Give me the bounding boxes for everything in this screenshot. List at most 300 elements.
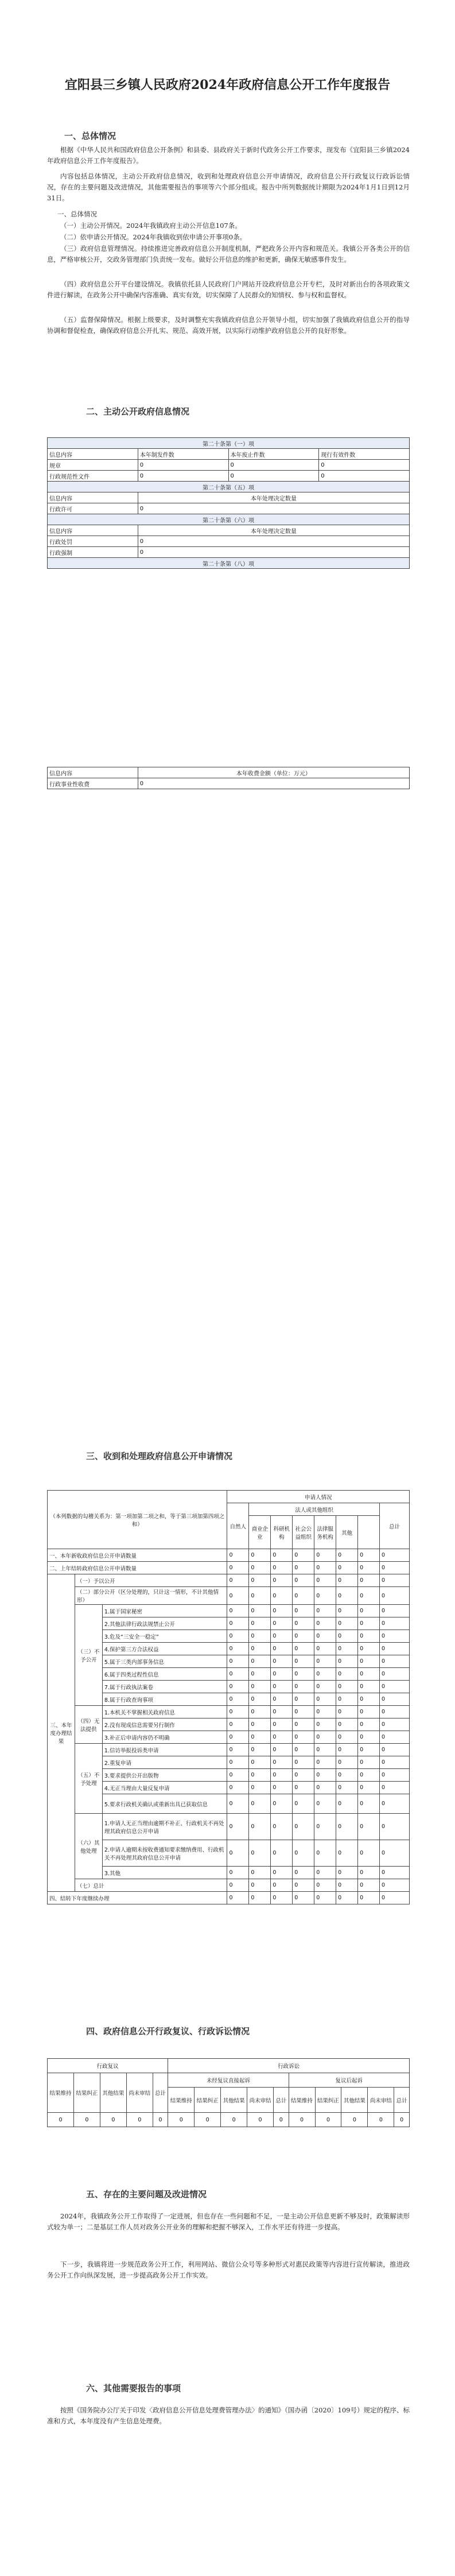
table-cell: 0 [271, 1574, 293, 1587]
table-cell: 0 [227, 1814, 249, 1840]
table-cell: 0 [293, 1879, 314, 1892]
table-cell: 0 [314, 1630, 336, 1643]
row-label: 5.要求行政机关确认或重新出具已获取信息 [102, 1794, 227, 1814]
table-cell: 0 [380, 1681, 410, 1693]
table-cell: 0 [100, 2113, 126, 2127]
table-cell: 0 [227, 1879, 249, 1892]
table-cell: 0 [336, 1879, 358, 1892]
table-header: 信息内容 [48, 767, 138, 778]
table-cell: 0 [368, 2113, 394, 2127]
table-cell: 0 [336, 1731, 358, 1744]
section-1-paragraph-2: 内容包括总体情况，主动公开政府信息情况，收到和处理政府信息公开申请情况，政府信息公开行政复议行政诉讼情况，存在的主要问题及改进情况，其他需要报告的事项等六个部分组成。报告中所列数据统计期限为2024年1月1日到12月31日。 [47, 172, 410, 202]
row-label: 7.属于行政执法案卷 [102, 1681, 227, 1693]
table-cell: 0 [358, 1681, 380, 1693]
table-cell: 0 [336, 1605, 358, 1617]
table-row [48, 1814, 410, 1840]
table-header: 本年收费金额（单位：万元） [138, 767, 409, 778]
table-cell: 0 [314, 1574, 336, 1587]
table-header: 其他结果 [341, 2088, 368, 2113]
table-cell: 0 [249, 1574, 271, 1587]
table-header: 法律服务机构 [314, 1516, 336, 1549]
table-cell: 0 [249, 1782, 271, 1794]
table-cell: 0 [126, 2113, 153, 2127]
table-cell: 0 [293, 1718, 314, 1731]
row-label: （七）总计 [75, 1879, 227, 1892]
table-cell: 0 [380, 1630, 410, 1643]
table-cell: 0 [380, 1617, 410, 1630]
table-cell: 0 [314, 1782, 336, 1794]
table-cell: 0 [195, 2113, 221, 2127]
table-cell: 0 [228, 460, 319, 471]
table-cell: 0 [358, 1744, 380, 1756]
table-row [48, 2113, 410, 2127]
table-cell: 0 [358, 1867, 380, 1879]
table-cell: 0 [358, 1668, 380, 1681]
table-header: 其他结果 [100, 2073, 126, 2113]
table-cell: 0 [336, 1562, 358, 1574]
table-cell: 行政规范性文件 [48, 471, 138, 482]
table-cell: 0 [271, 1706, 293, 1718]
table-cell: 0 [336, 1643, 358, 1655]
table-cell: 0 [380, 1693, 410, 1706]
row-label: 一、本年新收政府信息公开申请数量 [48, 1549, 227, 1562]
table-cell: 0 [314, 1562, 336, 1574]
table-cell: 0 [380, 1718, 410, 1731]
table-cell: 0 [293, 1814, 314, 1840]
table-cell: 0 [249, 1879, 271, 1892]
table-band: 第二十条第（一）项 [48, 438, 410, 449]
table-row [48, 460, 410, 471]
row-label: 3.补正后申请内容仍不明确 [102, 1731, 227, 1744]
table-cell: 0 [227, 1794, 249, 1814]
table-cell: 0 [380, 1668, 410, 1681]
table-cell: 0 [358, 1605, 380, 1617]
section-1-item-3: （三）政府信息管理情况。持续推进完善政府信息公开制度机制，严把政务公开内容和规范关。我镇公开各类公开的信息，严格审核公开，交政务管理部门负责统一发布。做好公开信息的维护和更新，确保无敏感事件发生。 [47, 245, 410, 263]
table-row [48, 1706, 410, 1718]
table-cell: 0 [271, 1814, 293, 1840]
table-header: 本年制发件数 [138, 449, 228, 460]
table-cell: 0 [336, 1617, 358, 1630]
section-6-heading: 六、其他需要报告的事项 [86, 2383, 181, 2393]
row-label: 3.危及“三安全一稳定” [102, 1630, 227, 1643]
table-cell: 0 [247, 2113, 274, 2127]
section-1-paragraph-1: 根据《中华人民共和国政府信息公开条例》和县委、县政府关于新时代政务公开工作要求，现发布《宜阳县三乡镇2024年政府信息公开工作年度报告》。 [47, 146, 410, 165]
active-disclosure-table [47, 437, 410, 569]
row-label: 2.其他法律行政法规禁止公开 [102, 1617, 227, 1630]
row-label: 8.属于行政查询事项 [102, 1693, 227, 1706]
row-label: 2.没有现成信息需要另行制作 [102, 1718, 227, 1731]
row-label: 1.申请人无正当理由逾期不补正、行政机关不再处理其政府信息公开申请 [102, 1814, 227, 1840]
table-cell: 0 [358, 1782, 380, 1794]
row-label: 5.属于三类内部事务信息 [102, 1655, 227, 1668]
table-cell: 0 [336, 1756, 358, 1769]
table-header: 未经复议直接起诉 [168, 2073, 289, 2088]
table-cell: 0 [358, 1718, 380, 1731]
table-cell: 0 [314, 1840, 336, 1867]
table-cell: 0 [271, 1617, 293, 1630]
table-cell: 0 [293, 1782, 314, 1794]
table-cell: 0 [249, 1693, 271, 1706]
group-label: 三、本年度办理结果 [48, 1574, 75, 1892]
table-cell: 0 [380, 1605, 410, 1617]
table-cell: 0 [138, 536, 409, 547]
table-cell: 0 [271, 1744, 293, 1756]
table-header: 现行有效件数 [319, 449, 410, 460]
table-cell: 0 [358, 1769, 380, 1782]
table-corner-note: （本列数据的勾稽关系为：第一项加第二项之和，等于第三项加第四项之和） [48, 1491, 227, 1549]
table-row [48, 1562, 410, 1574]
table-cell: 0 [249, 1867, 271, 1879]
application-table [47, 1490, 410, 1904]
table-header: 结果维持 [289, 2088, 315, 2113]
table-cell: 0 [380, 1879, 410, 1892]
table-cell: 0 [227, 1731, 249, 1744]
table-cell: 0 [315, 2113, 341, 2127]
table-row [48, 1587, 410, 1605]
table-cell: 0 [293, 1769, 314, 1782]
table-cell: 0 [358, 1731, 380, 1744]
table-cell: 0 [228, 471, 319, 482]
table-cell: 0 [293, 1867, 314, 1879]
subgroup-label: （五）不予处理 [75, 1744, 102, 1814]
table-cell: 0 [358, 1756, 380, 1769]
table-cell: 0 [249, 1769, 271, 1782]
table-cell: 0 [394, 2113, 410, 2127]
table-cell: 0 [227, 1617, 249, 1630]
table-cell: 0 [293, 1756, 314, 1769]
table-cell: 0 [336, 1840, 358, 1867]
table-cell: 0 [138, 471, 228, 482]
table-cell: 0 [380, 1814, 410, 1840]
table-cell: 0 [271, 1867, 293, 1879]
table-cell: 0 [380, 1840, 410, 1867]
table-cell: 0 [314, 1794, 336, 1814]
table-cell: 0 [293, 1794, 314, 1814]
table-cell: 0 [380, 1794, 410, 1814]
table-cell: 0 [227, 1706, 249, 1718]
table-header: 行政诉讼 [168, 2059, 410, 2073]
table-cell: 0 [249, 1756, 271, 1769]
row-label: 2.重复申请 [102, 1756, 227, 1769]
table-cell: 0 [249, 1794, 271, 1814]
row-label: 1.信访举报投诉类申请 [102, 1744, 227, 1756]
table-cell: 0 [336, 1794, 358, 1814]
table-header: 总计 [394, 2088, 410, 2113]
section-5-paragraph-2: 下一步，我镇将进一步规范政务公开工作，利用网站、微信公众号等多种形式对惠民政策等内容进行宣传解读，推进政务公开工作向纵深发展，进一步提高政务公开工作实效。 [47, 2260, 410, 2279]
table-cell: 0 [227, 1655, 249, 1668]
table-cell: 0 [48, 2113, 74, 2127]
row-label: （一）予以公开 [75, 1574, 227, 1587]
table-cell: 0 [227, 1562, 249, 1574]
table-cell: 0 [293, 1892, 314, 1904]
table-row [48, 1549, 410, 1562]
table-cell: 0 [271, 1562, 293, 1574]
table-cell: 0 [249, 1587, 271, 1605]
table-cell: 行政处罚 [48, 536, 138, 547]
table-cell: 0 [271, 1681, 293, 1693]
table-header: 其他结果 [221, 2088, 247, 2113]
table-header: 其他 [336, 1516, 358, 1549]
table-header-row [48, 767, 410, 778]
table-cell: 0 [227, 1756, 249, 1769]
table-cell: 0 [153, 2113, 168, 2127]
table-cell: 0 [293, 1681, 314, 1693]
table-cell: 0 [271, 1630, 293, 1643]
table-band: 第二十条第（六）项 [48, 514, 410, 525]
table-cell: 0 [336, 1782, 358, 1794]
table-cell: 0 [358, 1655, 380, 1668]
row-label: （二）部分公开（区分处理的，只计这一情形，不计其他情形） [75, 1587, 227, 1605]
table-cell: 0 [380, 1892, 410, 1904]
table-header-row [48, 492, 410, 503]
table-header: 尚未审结 [368, 2088, 394, 2113]
table-band: 第二十条第（五）项 [48, 482, 410, 492]
section-1-item-1: （一）主动公开情况。2024年我镇政府主动公开信息107条。 [60, 222, 242, 230]
table-cell: 0 [314, 1605, 336, 1617]
table-cell: 0 [271, 1731, 293, 1744]
table-header: 信息内容 [48, 525, 138, 536]
table-cell: 0 [314, 1668, 336, 1681]
table-cell: 0 [336, 1814, 358, 1840]
table-cell: 0 [249, 1643, 271, 1655]
section-1-subheading: 一、总体情况 [57, 210, 97, 218]
table-cell: 规章 [48, 460, 138, 471]
table-cell: 0 [358, 1643, 380, 1655]
table-cell: 0 [274, 2113, 289, 2127]
table-cell: 0 [293, 1587, 314, 1605]
row-label: 3.其他 [102, 1867, 227, 1879]
table-header: 尚未审结 [126, 2073, 153, 2113]
table-cell: 0 [271, 1892, 293, 1904]
table-cell: 0 [380, 1744, 410, 1756]
table-cell: 0 [314, 1681, 336, 1693]
table-cell: 0 [221, 2113, 247, 2127]
table-cell: 行政许可 [48, 503, 138, 514]
table-cell: 0 [138, 460, 228, 471]
table-cell: 0 [271, 1587, 293, 1605]
section-3-heading: 三、收到和处理政府信息公开申请情况 [86, 1451, 233, 1461]
table-row [48, 547, 410, 558]
table-cell: 0 [380, 1655, 410, 1668]
table-cell: 0 [271, 1605, 293, 1617]
table-cell: 0 [227, 1681, 249, 1693]
table-cell: 0 [314, 1693, 336, 1706]
table-cell: 0 [227, 1587, 249, 1605]
table-cell: 0 [336, 1867, 358, 1879]
fee-table [47, 767, 410, 789]
table-cell: 0 [249, 1630, 271, 1643]
table-cell: 0 [336, 1718, 358, 1731]
table-cell: 0 [336, 1668, 358, 1681]
table-cell: 0 [293, 1668, 314, 1681]
table-cell: 0 [336, 1681, 358, 1693]
section-1-item-5: （五）监督保障情况。根据上级要求，及时调整充实我镇政府信息公开领导小组，切实加强了我镇政府信息公开的指导协调和督促检查，确保政府信息公开扎实、规范、高效开展，以实际行动维护政府信息公开的良好形象。 [47, 316, 410, 335]
table-row [48, 1879, 410, 1892]
table-header: 信息内容 [48, 492, 138, 503]
table-cell: 0 [314, 1549, 336, 1562]
table-cell: 0 [314, 1655, 336, 1668]
table-cell: 0 [293, 1562, 314, 1574]
table-cell: 0 [227, 1892, 249, 1904]
table-cell: 0 [319, 460, 410, 471]
table-header: 本年废止件数 [228, 449, 319, 460]
table-cell: 0 [314, 1769, 336, 1782]
table-cell: 0 [358, 1840, 380, 1867]
table-header: 结果纠正 [195, 2088, 221, 2113]
table-cell: 0 [336, 1706, 358, 1718]
row-label: 四、结转下年度继续办理 [48, 1892, 227, 1904]
table-cell: 0 [358, 1630, 380, 1643]
table-cell: 0 [314, 1814, 336, 1840]
table-row [48, 1605, 410, 1617]
table-cell: 0 [271, 1655, 293, 1668]
row-label: 6.属于四类过程性信息 [102, 1668, 227, 1681]
table-cell: 0 [227, 1574, 249, 1587]
review-litigation-table [47, 2058, 410, 2127]
table-cell: 0 [249, 1744, 271, 1756]
table-cell: 0 [271, 1549, 293, 1562]
table-cell: 0 [380, 1587, 410, 1605]
table-cell: 0 [293, 1630, 314, 1643]
table-cell: 0 [358, 1617, 380, 1630]
table-cell: 0 [227, 1782, 249, 1794]
table-cell: 0 [336, 1574, 358, 1587]
table-cell: 0 [227, 1630, 249, 1643]
table-cell: 0 [227, 1549, 249, 1562]
table-cell: 0 [271, 1782, 293, 1794]
table-cell: 0 [314, 1706, 336, 1718]
table-cell: 0 [249, 1892, 271, 1904]
table-cell: 0 [249, 1617, 271, 1630]
table-cell: 0 [293, 1731, 314, 1744]
table-cell: 0 [336, 1630, 358, 1643]
table-cell: 0 [314, 1879, 336, 1892]
table-header: 本年处理决定数量 [138, 492, 409, 503]
table-cell: 0 [249, 1706, 271, 1718]
table-header: 社会公益组织 [293, 1516, 314, 1549]
table-cell: 0 [293, 1744, 314, 1756]
table-cell: 0 [271, 1668, 293, 1681]
table-cell: 0 [138, 503, 409, 514]
table-cell: 0 [138, 778, 409, 789]
row-label: 1.本机关不掌握相关政府信息 [102, 1706, 227, 1718]
table-cell: 0 [293, 1643, 314, 1655]
table-cell: 0 [249, 1840, 271, 1867]
table-cell: 0 [336, 1693, 358, 1706]
table-cell: 0 [314, 1892, 336, 1904]
table-cell: 0 [249, 1681, 271, 1693]
table-cell: 0 [138, 547, 409, 558]
table-cell: 0 [227, 1840, 249, 1867]
table-cell: 0 [358, 1794, 380, 1814]
table-cell: 0 [380, 1706, 410, 1718]
table-band: 第二十条第（八）项 [48, 558, 410, 569]
table-cell: 0 [358, 1562, 380, 1574]
table-cell: 0 [319, 471, 410, 482]
table-cell: 0 [293, 1706, 314, 1718]
table-row [48, 1574, 410, 1587]
table-cell: 0 [271, 1840, 293, 1867]
table-header: 结果纠正 [315, 2088, 341, 2113]
table-cell: 0 [249, 1605, 271, 1617]
table-cell: 0 [168, 2113, 195, 2127]
table-cell: 0 [293, 1549, 314, 1562]
table-cell: 0 [314, 1756, 336, 1769]
section-5-paragraph-1: 2024年，我镇政务公开工作取得了一定进展，但也存在一些问题和不足，一是主动公开信息更新不够及时，政策解读形式较为单一；二是基层工作人员对政务公开业务的理解和把握不够深入，工作水平还有待进一步提高。 [47, 2212, 410, 2231]
table-cell: 0 [249, 1668, 271, 1681]
table-cell: 0 [227, 1867, 249, 1879]
table-row [48, 1892, 410, 1904]
table-header: 结果维持 [168, 2088, 195, 2113]
table-cell: 0 [227, 1769, 249, 1782]
subgroup-label: （六）其他处理 [75, 1814, 102, 1879]
table-cell: 0 [293, 1693, 314, 1706]
table-cell: 0 [271, 1794, 293, 1814]
table-cell: 0 [227, 1668, 249, 1681]
table-cell: 0 [227, 1605, 249, 1617]
table-cell: 0 [271, 1756, 293, 1769]
row-label: 二、上年结转政府信息公开申请数量 [48, 1562, 227, 1574]
table-cell: 0 [249, 1655, 271, 1668]
table-cell: 0 [358, 1549, 380, 1562]
table-cell: 0 [293, 1605, 314, 1617]
table-cell: 0 [73, 2113, 100, 2127]
section-5-heading: 五、存在的主要问题及改进情况 [86, 2189, 207, 2199]
table-cell: 0 [358, 1587, 380, 1605]
table-cell: 0 [249, 1549, 271, 1562]
table-cell: 0 [358, 1892, 380, 1904]
table-cell: 0 [380, 1574, 410, 1587]
table-cell: 0 [271, 1879, 293, 1892]
subgroup-label: （三）不予公开 [75, 1605, 102, 1706]
table-cell: 0 [249, 1814, 271, 1840]
subgroup-label: （四）无法提供 [75, 1706, 102, 1744]
table-header: 尚未审结 [247, 2088, 274, 2113]
table-cell: 0 [380, 1731, 410, 1744]
table-cell: 行政事业性收费 [48, 778, 138, 789]
table-cell: 0 [358, 1879, 380, 1892]
table-header: 总计 [380, 1503, 410, 1549]
table-header: 商业企业 [249, 1516, 271, 1549]
table-cell: 0 [341, 2113, 368, 2127]
table-cell: 0 [314, 1867, 336, 1879]
table-row [48, 536, 410, 547]
table-header-row [48, 449, 410, 460]
row-label: 3.要求提供公开出版物 [102, 1769, 227, 1782]
table-header: 复议后起诉 [289, 2073, 409, 2088]
table-header: 自然人 [227, 1503, 249, 1549]
table-header: 本年处理决定数量 [138, 525, 409, 536]
table-cell: 0 [293, 1655, 314, 1668]
table-cell: 0 [314, 1744, 336, 1756]
table-cell: 0 [271, 1769, 293, 1782]
table-cell: 0 [336, 1587, 358, 1605]
table-cell: 0 [380, 1867, 410, 1879]
table-cell: 0 [249, 1562, 271, 1574]
table-cell: 0 [336, 1655, 358, 1668]
row-label: 4.保护第三方合法权益 [102, 1643, 227, 1655]
row-label: 2.申请人逾期未按收费通知要求缴纳费用、行政机关不再处理其政府信息公开申请 [102, 1840, 227, 1867]
table-cell: 0 [271, 1643, 293, 1655]
table-cell: 0 [336, 1744, 358, 1756]
section-6-paragraph: 按照《国务院办公厅关于印发〈政府信息公开信息处理费管理办法〉的通知》（国办函〔2020〕109号）规定的程序、标准和方式，本年度没有产生信息处理费。 [47, 2406, 410, 2425]
row-label: 4.无正当理由大量反复申请 [102, 1782, 227, 1794]
table-header: 信息内容 [48, 449, 138, 460]
table-cell: 0 [336, 1549, 358, 1562]
table-cell: 0 [314, 1617, 336, 1630]
table-cell: 0 [314, 1643, 336, 1655]
table-cell: 0 [314, 1587, 336, 1605]
